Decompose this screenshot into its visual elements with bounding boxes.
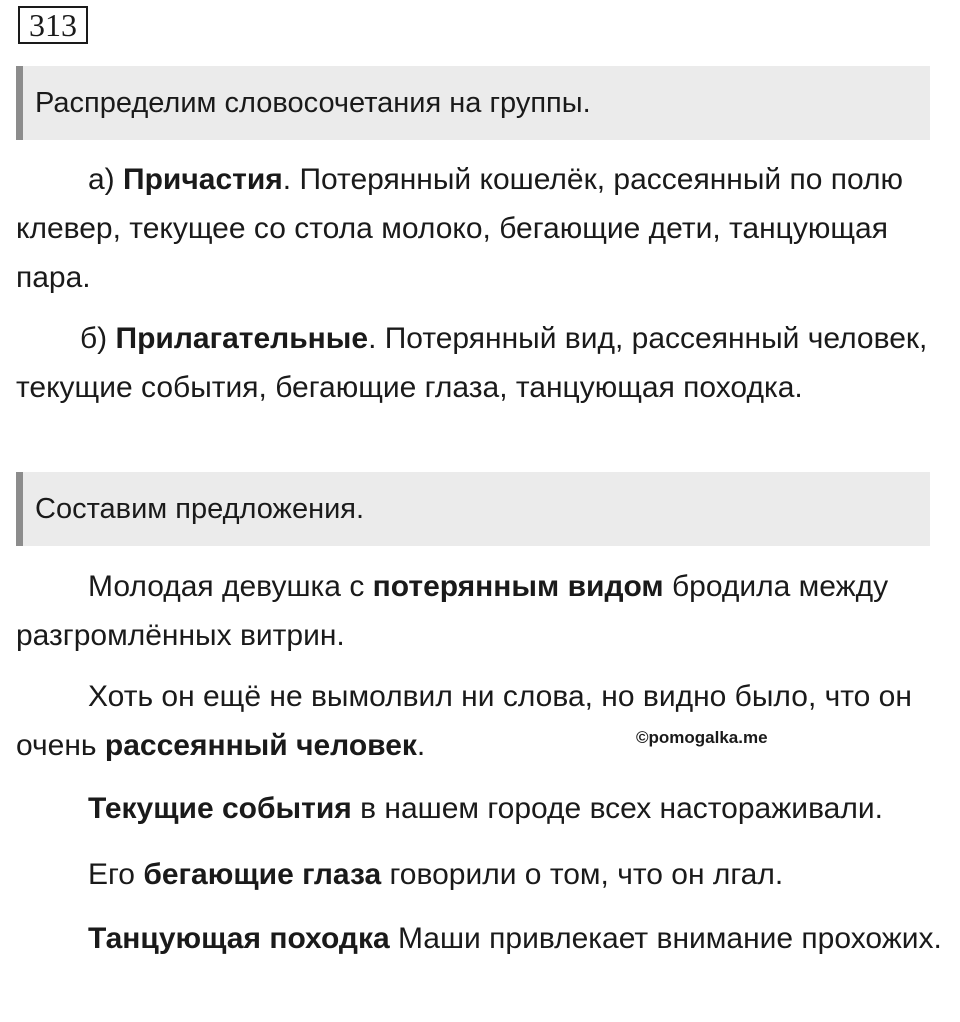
sentence-text: . — [416, 729, 426, 762]
sentence-text: Маши привлекает внимание прохожих. — [389, 922, 942, 955]
sentence-text: говорили о том, что он лгал. — [381, 858, 784, 891]
group-a-prefix: а) — [88, 163, 124, 196]
group-adjectives-paragraph — [16, 314, 944, 412]
section-heading-sentences-text: Составим предложения. — [35, 492, 365, 525]
sentence-paragraph — [16, 914, 944, 963]
sentence-text: в нашем городе всех настораживали. — [351, 792, 883, 825]
group-b-title: Прилагательные — [115, 322, 369, 355]
sentence-text: Молодая девушка с — [88, 570, 373, 603]
sentence-phrase: Танцующая походка — [88, 922, 390, 955]
watermark: ©pomogalka.me — [636, 728, 768, 747]
group-b-text: . Потерянный вид, рассеянный человек, текущие события, бегающие глаза, танцующая походка. — [16, 322, 928, 404]
sentence-paragraph — [16, 784, 944, 833]
group-b-prefix: б) — [80, 322, 116, 355]
sentence-paragraph — [16, 672, 944, 770]
group-a-title: Причастия — [123, 163, 283, 196]
sentence-phrase: Текущие события — [88, 792, 352, 825]
sentence-text: Его — [88, 858, 144, 891]
group-a-text: . Потерянный кошелёк, рассеянный по полю клевер, текущее со стола молоко, бегающие дети, танцующая пара. — [16, 163, 904, 294]
section-heading-sentences — [16, 472, 930, 546]
group-participles-paragraph — [16, 155, 944, 302]
exercise-number: 313 — [18, 6, 88, 44]
section-heading-groups-text: Распределим словосочетания на группы. — [35, 86, 591, 119]
sentence-paragraph — [16, 850, 944, 899]
sentence-phrase: бегающие глаза — [143, 858, 382, 891]
sentence-phrase: рассеянный человек — [104, 729, 417, 762]
sentence-text: Хоть он ещё не вымолвил ни слова, но видно было, что он очень — [16, 680, 912, 762]
sentence-phrase: потерянным видом — [372, 570, 664, 603]
section-heading-groups — [16, 66, 930, 140]
sentence-text: бродила между разгромлённых витрин. — [16, 570, 889, 652]
sentence-paragraph — [16, 562, 944, 660]
